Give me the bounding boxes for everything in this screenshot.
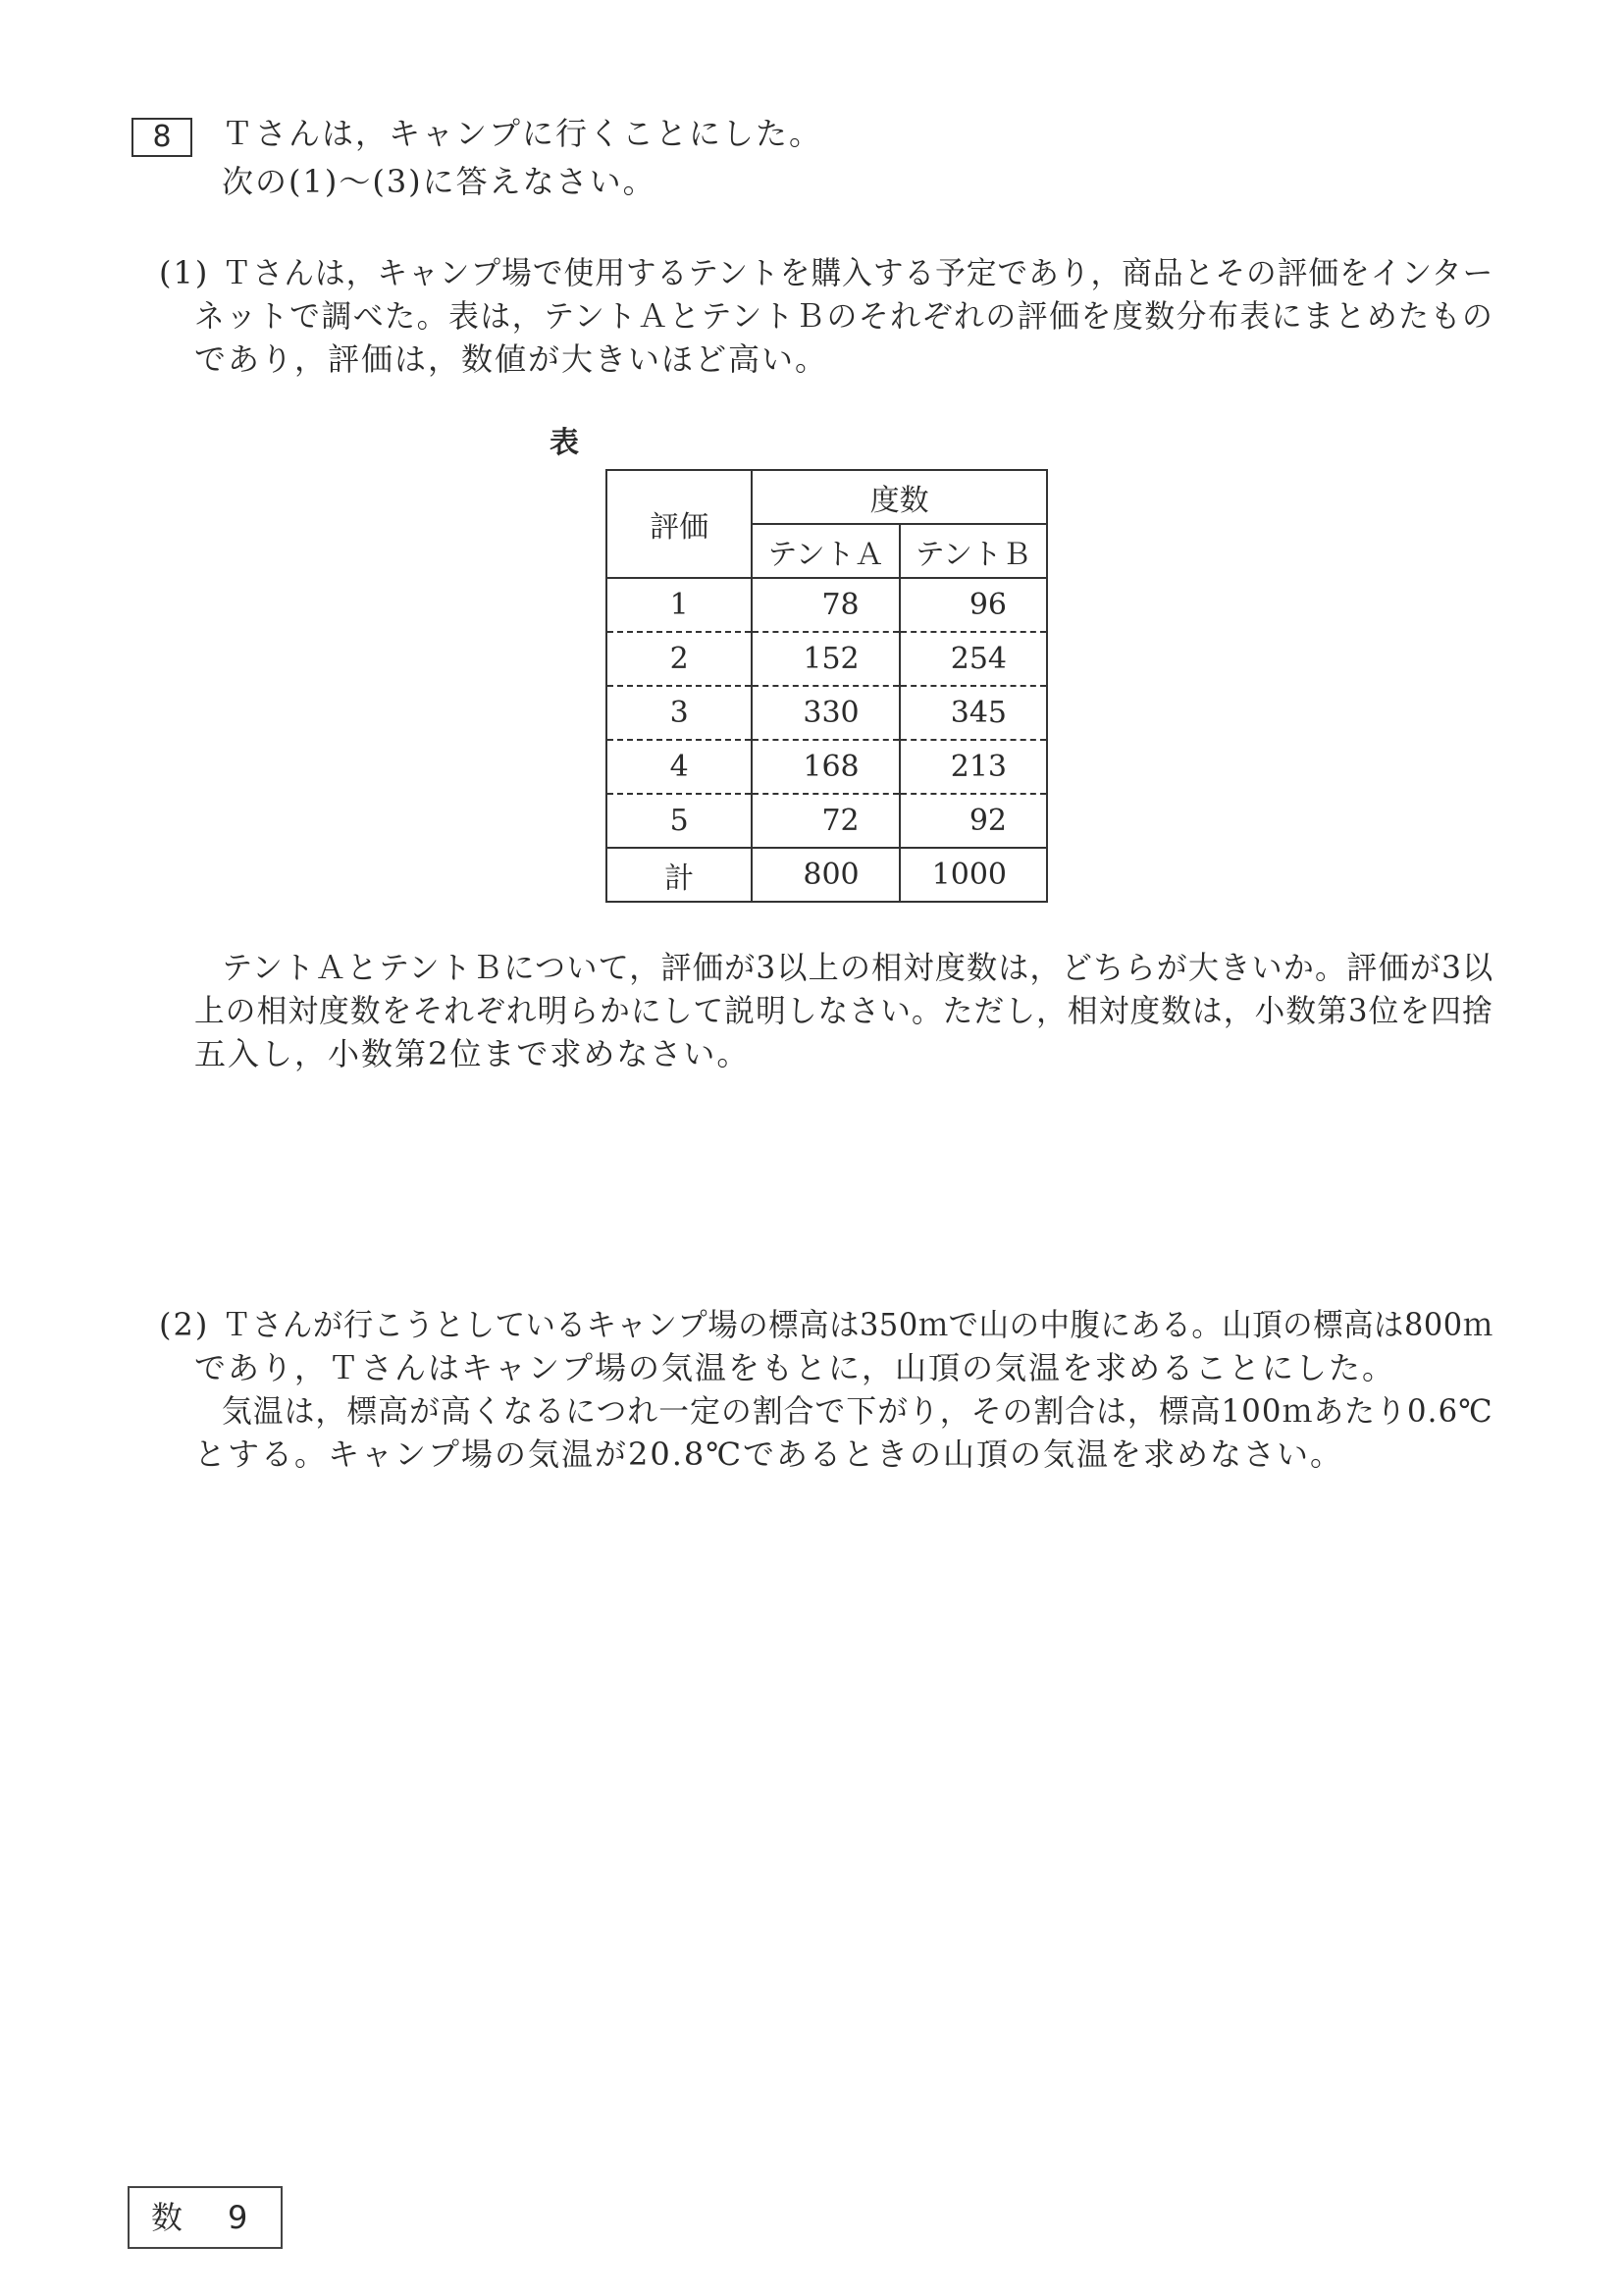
part1-line-3: であり，評価は，数値が大きいほど高い。 xyxy=(194,340,829,378)
table-row xyxy=(606,794,1047,848)
table-row xyxy=(606,632,1047,686)
tent-a-cell: 330 xyxy=(752,686,899,740)
part2-line-3: 気温は，標高が高くなるにつれ一定の割合で下がり，その割合は，標高100ｍあたり0.6℃ xyxy=(222,1392,1493,1430)
tent-b-cell: 92 xyxy=(900,794,1047,848)
header-tent-b: テントＢ xyxy=(900,524,1047,578)
page-number-box xyxy=(128,2186,283,2249)
frequency-table xyxy=(605,469,1048,903)
tent-a-cell: 72 xyxy=(752,794,899,848)
table-row xyxy=(606,578,1047,632)
eval-cell: 1 xyxy=(606,578,752,632)
eval-cell: 4 xyxy=(606,740,752,794)
part2-line-4: とする。キャンプ場の気温が20.8℃であるときの山頂の気温を求めなさい。 xyxy=(194,1435,1344,1473)
header-frequency: 度数 xyxy=(752,470,1047,524)
tent-b-cell: 345 xyxy=(900,686,1047,740)
eval-cell: 3 xyxy=(606,686,752,740)
part2-line-1: Ｔさんが行こうとしているキャンプ場の標高は350ｍで山の中腹にある。山頂の標高は800ｍ xyxy=(222,1306,1493,1343)
part1-line-2: ネットで調べた。表は，テントＡとテントＢのそれぞれの評価を度数分布表にまとめたもの xyxy=(194,297,1494,335)
total-tent-a-cell: 800 xyxy=(752,848,899,902)
question-number-box: 8 xyxy=(131,118,192,157)
header-eval: 評価 xyxy=(606,470,752,578)
total-tent-b-cell: 1000 xyxy=(900,848,1047,902)
part1-question-line-3: 五入し，小数第2位まで求めなさい。 xyxy=(194,1035,751,1072)
part2-line-2: であり，Ｔさんはキャンプ場の気温をもとに，山頂の気温を求めることにした。 xyxy=(194,1349,1396,1386)
question-intro-line-2: 次の(1)～(3)に答えなさい。 xyxy=(222,163,656,200)
table-row xyxy=(606,740,1047,794)
eval-cell: 2 xyxy=(606,632,752,686)
page-number: 9 xyxy=(228,2199,248,2236)
table-caption: 表 xyxy=(550,426,579,460)
tent-a-cell: 152 xyxy=(752,632,899,686)
header-tent-a: テントＡ xyxy=(752,524,899,578)
tent-b-cell: 96 xyxy=(900,578,1047,632)
part1-question-line-2: 上の相対度数をそれぞれ明らかにして説明しなさい。ただし，相対度数は，小数第3位を四捨 xyxy=(194,992,1493,1029)
question-intro-line-1: Ｔさんは，キャンプに行くことにした。 xyxy=(222,115,823,152)
tent-b-cell: 213 xyxy=(900,740,1047,794)
tent-a-cell: 78 xyxy=(752,578,899,632)
part1-label: (1) xyxy=(159,254,210,291)
table-total-row xyxy=(606,848,1047,902)
tent-a-cell: 168 xyxy=(752,740,899,794)
part2-label: (2) xyxy=(159,1306,210,1343)
tent-b-cell: 254 xyxy=(900,632,1047,686)
total-label-cell: 計 xyxy=(606,848,752,902)
part1-question-line-1: テントＡとテントＢについて，評価が3以上の相対度数は，どちらが大きいか。評価が3以 xyxy=(222,949,1494,986)
subject-label: 数 xyxy=(151,2199,183,2236)
table-row xyxy=(606,686,1047,740)
eval-cell: 5 xyxy=(606,794,752,848)
part1-line-1: Ｔさんは，キャンプ場で使用するテントを購入する予定であり，商品とその評価をインター xyxy=(222,254,1494,291)
